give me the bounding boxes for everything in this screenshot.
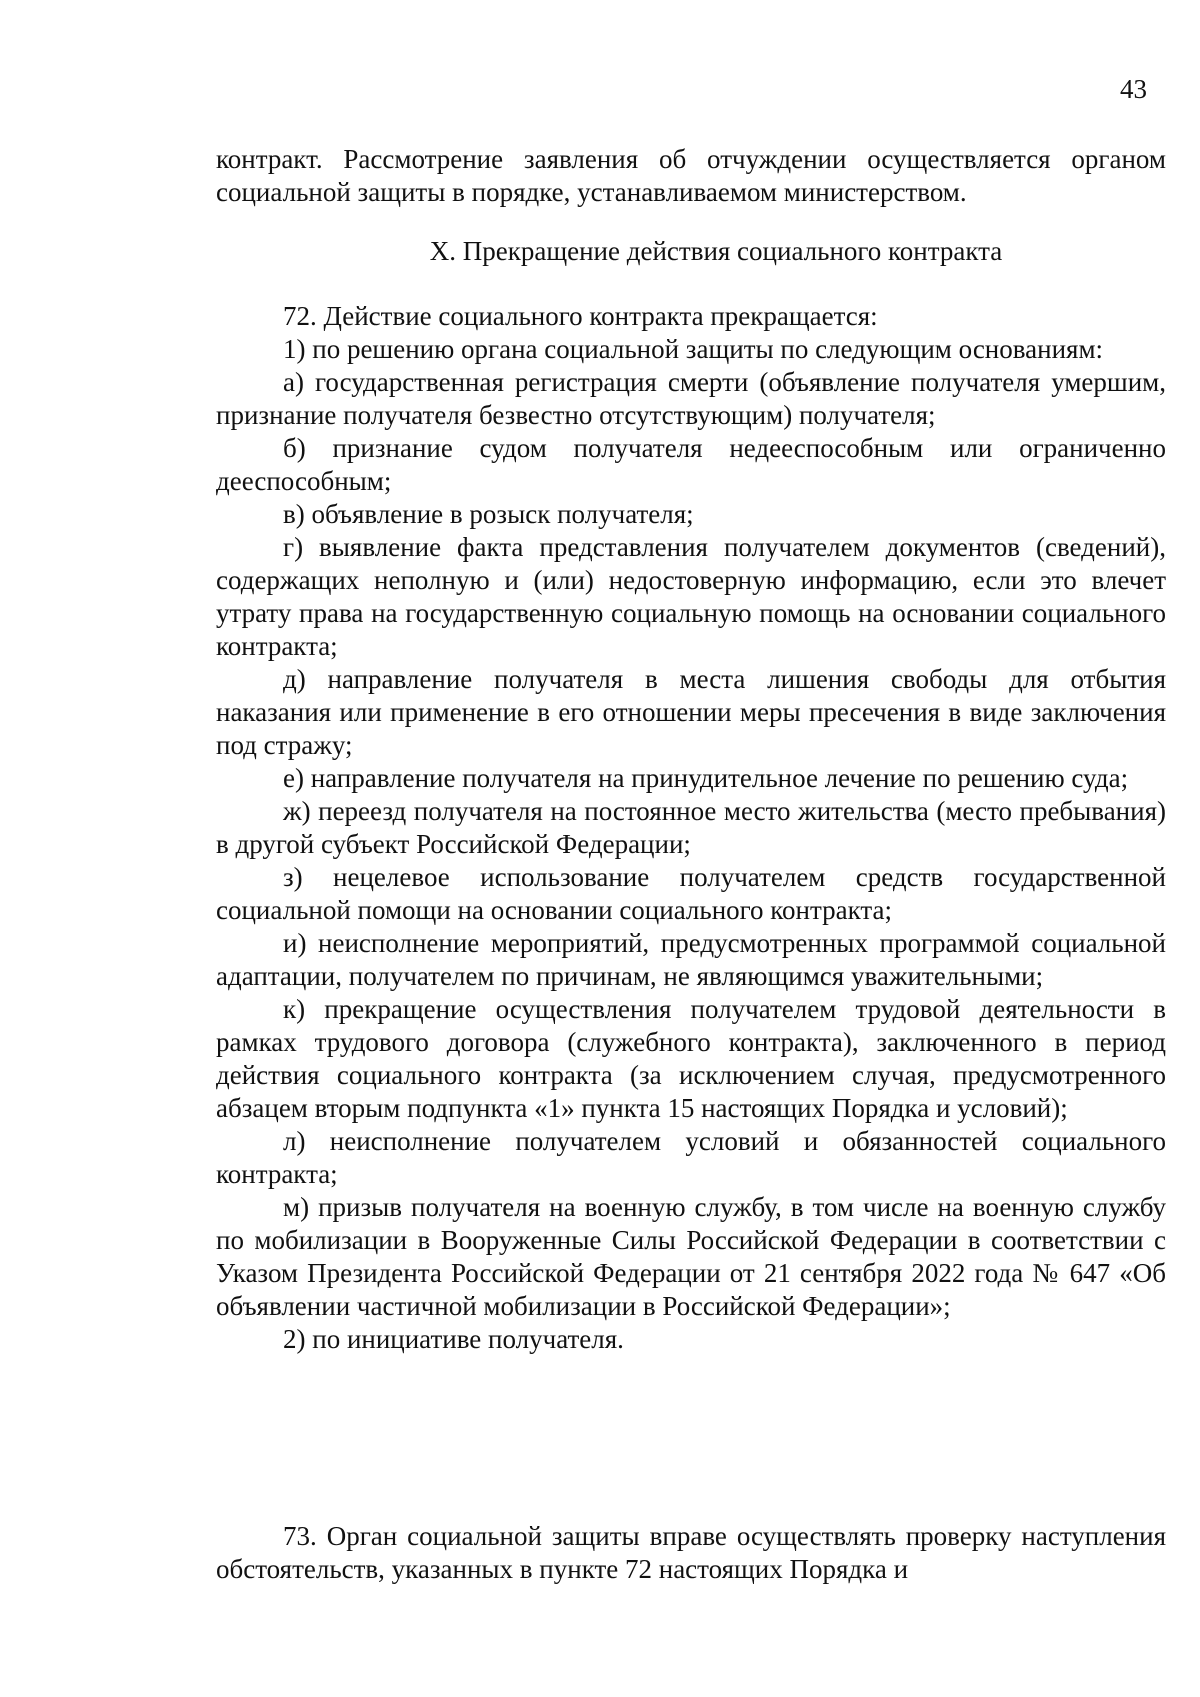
subpoint-zh: ж) переезд получателя на постоянное место жительства (место пребывания) в другой субъект Российской Федерации; xyxy=(216,796,1166,859)
intro-block xyxy=(216,143,1166,209)
subpoint-d: д) направление получателя в места лишения свободы для отбытия наказания или применение в его отношении меры пресечения в виде заключения под стражу; xyxy=(216,664,1166,760)
subpoint-k: к) прекращение осуществления получателем трудовой деятельности в рамках трудового договора (служебного контракта), заключенного в период действия социального контракта (за исключением случая, предусмотренного абзацем вторым подпункта «1» пункта 15 настоящих Порядка и условий); xyxy=(216,994,1166,1123)
paragraph-72-intro: 72. Действие социального контракта прекращается: xyxy=(283,301,878,331)
section-title: X. Прекращение действия социального контракта xyxy=(429,236,1003,266)
intro-paragraph: контракт. Рассмотрение заявления об отчуждении осуществляется органом социальной защиты в порядке, устанавливаемом министерством. xyxy=(216,144,1166,207)
page-number: 43 xyxy=(1120,74,1147,104)
subpoint-m: м) призыв получателя на военную службу, в том числе на военную службу по мобилизации в Вооруженные Силы Российской Федерации в соответствии с Указом Президента Российской Федерации от 21 сентября 2022 года № 647 «Об объявлении частичной мобилизации в Российской Федерации»; xyxy=(216,1192,1166,1321)
paragraph-73: 73. Орган социальной защиты вправе осуществлять проверку наступления обстоятельств, указанных в пункте 72 настоящих Порядка и xyxy=(216,1521,1166,1584)
subpoint-1: 1) по решению органа социальной защиты по следующим основаниям: xyxy=(283,334,1104,364)
final-text-block xyxy=(216,1520,1166,1586)
subpoint-e: е) направление получателя на принудительное лечение по решению суда; xyxy=(283,763,1129,793)
main-text-block xyxy=(216,300,1166,1356)
subpoint-g: г) выявление факта представления получателем документов (сведений), содержащих неполную и (или) недостоверную информацию, если это влечет утрату права на государственную социальную помощь на основании социального контракта; xyxy=(216,532,1166,661)
subpoint-l: л) неисполнение получателем условий и обязанностей социального контракта; xyxy=(216,1126,1166,1189)
subpoint-a: а) государственная регистрация смерти (объявление получателя умершим, признание получателя безвестно отсутствующим) получателя; xyxy=(216,367,1166,430)
subpoint-i: и) неисполнение мероприятий, предусмотренных программой социальной адаптации, получателем по причинам, не являющимся уважительными; xyxy=(216,928,1166,991)
subpoint-2: 2) по инициативе получателя. xyxy=(283,1324,624,1354)
subpoint-b: б) признание судом получателя недееспособным или ограниченно дееспособным; xyxy=(216,433,1166,496)
subpoint-v: в) объявление в розыск получателя; xyxy=(283,499,694,529)
subpoint-z: з) нецелевое использование получателем средств государственной социальной помощи на основании социального контракта; xyxy=(216,862,1166,925)
